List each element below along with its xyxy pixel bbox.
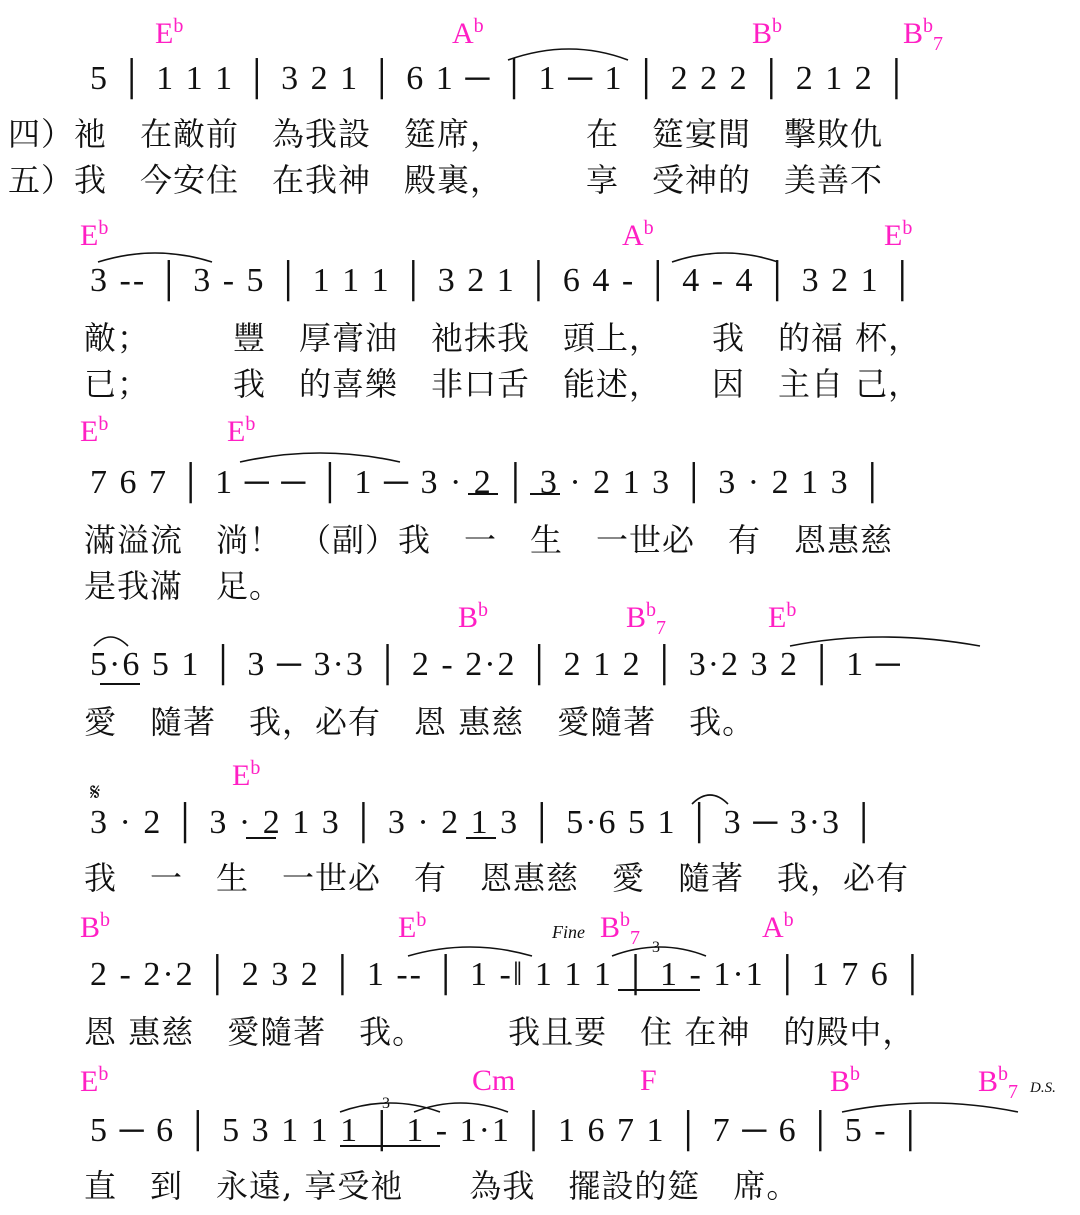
lyric-line: 已； 我 的喜樂 非口舌 能述， 因 主自 己， [84,365,922,403]
chord-symbol: $B^b$ [458,599,489,634]
notation-row-3: 7 6 7 │ 1 ─ ─ │ 1 ─ 3 · 2 │ 3 · 2 1 3 │ 3 · 2 1 3 │ [90,464,887,501]
notation-row-5: 3 · 2 │ 3 · 2 1 3 │ 3 · 2 1 3 │ 5·6 5 1 │ 3 ─ 3·3 │ [90,804,878,841]
notation-row-1: 5 │ 1 1 1 │ 3 2 1 │ 6 1 ─ │ 1 ─ 1 │ 2 2 2 │ 2 1 2 │ [90,60,911,97]
chord-symbol: $E^b$ [80,413,109,448]
chord-symbol: $A^b$ [452,15,484,50]
lyric-line: 我 一 生 一世必 有 恩惠慈 愛 隨著 我，必有 [84,859,910,897]
notation-row-6: 2 - 2·2 │ 2 3 2 │ 1 -- │ 1 -‖ 1 1 1 │ 1 - 1·1 │ 1 7 6 │ [90,956,927,993]
tie-arc [414,1103,508,1112]
chord-symbol: $B^b$ [752,15,783,50]
chord-symbol: $B^b_7$ [600,909,641,949]
lyric-line: 滿溢流 淌！ （副）我 一 生 一世必 有 恩惠慈 [84,521,894,559]
chord-symbol: $B^b_7$ [978,1063,1019,1103]
chord-symbol: $E^b$ [398,909,427,944]
chord-symbol: $E^b$ [80,217,109,252]
chord-symbol: $A^b$ [762,909,794,944]
chord-symbol: $A^b$ [622,217,654,252]
tie-arc [240,453,400,462]
chord-symbol: F [640,1064,657,1097]
lyric-line: 是我滿 足。 [84,567,283,605]
chord-symbol: Cm [472,1064,516,1097]
lyric-line: 恩 惠慈 愛隨著 我。 我且要 住 在神 的殿中， [84,1013,916,1051]
segno-sign: 𝄋 [90,778,101,806]
chord-symbol: $E^b$ [227,413,256,448]
triplet-mark: 3 [382,1095,390,1112]
chord-symbol: $E^b$ [884,217,913,252]
notation-row-4: 5·6 5 1 │ 3 ─ 3·3 │ 2 - 2·2 │ 2 1 2 │ 3·2 3 2 │ 1 ─ [90,646,902,683]
triplet-mark: 3 [652,939,660,956]
chord-symbol: $B^b_7$ [903,15,944,55]
chord-symbol: $B^b$ [80,909,111,944]
notation-row-7: 5 ─ 6 │ 5 3 1 1 1 │ 1 - 1·1 │ 1 6 7 1 │ 7 ─ 6 │ 5 - │ [90,1112,925,1149]
tie-arc [98,253,212,262]
chord-symbol: $E^b$ [80,1063,109,1098]
chord-symbol: $E^b$ [768,599,797,634]
tie-arc [790,637,980,646]
chord-symbol: $E^b$ [155,15,184,50]
tie-arc [842,1103,1018,1112]
tie-arc [672,253,778,262]
lyric-line: 五）我 今安住 在我神 殿裏， 享 受神的 美善不 [8,161,884,199]
tie-arc [508,49,628,60]
lyric-line: 直 到 永遠, 享受祂 為我 擺設的筵 席。 [84,1167,800,1205]
lyric-line: 四）祂 在敵前 為我設 筵席， 在 筵宴間 擊敗仇 [8,115,884,153]
tie-arc [94,637,128,646]
tie-arc [408,947,532,956]
chord-symbol: $B^b$ [830,1063,861,1098]
ds-marking: D.S. [1030,1080,1056,1096]
lyric-line: 敵； 豐 厚膏油 祂抹我 頭上， 我 的福 杯， [84,319,922,357]
tie-arc [692,795,728,804]
notation-row-2: 3 -- │ 3 - 5 │ 1 1 1 │ 3 2 1 │ 6 4 - │ 4 - 4 │ 3 2 1 │ [90,262,917,299]
lyric-line: 愛 隨著 我，必有 恩 惠慈 愛隨著 我。 [84,703,756,741]
chord-symbol: $B^b_7$ [626,599,667,639]
chord-symbol: $E^b$ [232,757,261,792]
fine-marking: Fine [552,922,585,942]
